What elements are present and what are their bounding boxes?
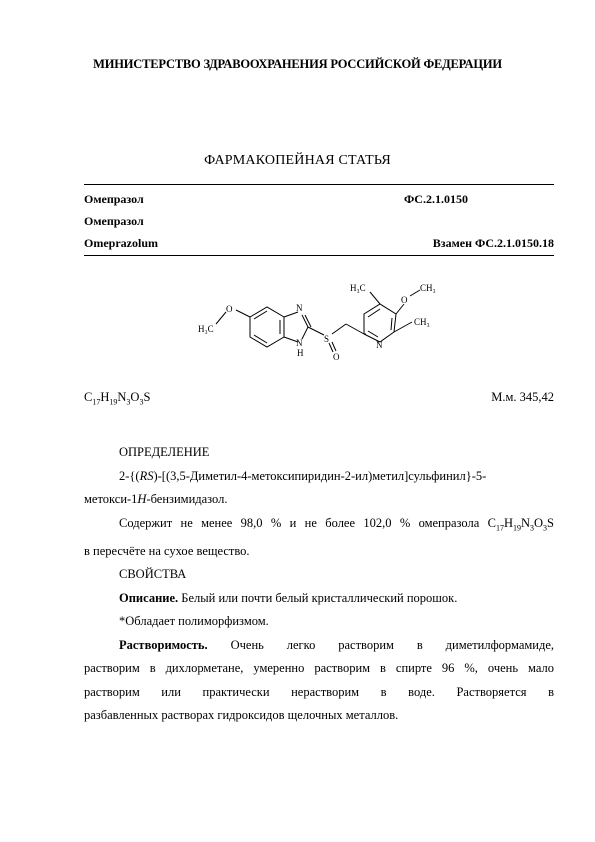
definition-heading: ОПРЕДЕЛЕНИЕ (119, 445, 210, 459)
label-o-sulfinyl: O (333, 352, 340, 362)
label-n-top: N (296, 303, 303, 313)
name-ru-2: Омепразол (84, 214, 144, 228)
document-type: ФАРМАКОПЕЙНАЯ СТАТЬЯ (204, 153, 391, 168)
label-ch3-right: CH₃ (414, 317, 430, 327)
definition-line-2: метокси-1H-бензимидазол. (84, 492, 228, 506)
structural-formula (190, 272, 450, 382)
label-h3c-left: H₃C (198, 324, 214, 334)
name-latin: Omeprazolum (84, 236, 158, 250)
top-rule (84, 184, 554, 185)
replaces-note: Взамен ФС.2.1.0150.18 (432, 236, 554, 250)
solubility-line-4: разбавленных растворах гидроксидов щелочных металлов. (84, 708, 399, 722)
label-o-top: O (401, 295, 408, 305)
content-line-2: в пересчёте на сухое вещество. (84, 543, 250, 558)
molecular-formula: $C_{17}H_{19}N_3O_3S$ (84, 390, 151, 407)
label-o-left: O (226, 304, 233, 314)
label-h3c-top: H₃C (350, 283, 366, 293)
label-ch3-top: CH₃ (420, 283, 436, 293)
label-s: S (324, 334, 330, 344)
content-line-1: Содержит не менее 98,0 % и не более 102,0 % омепразола $C_{17}H_{19}N_3O_3S$ (119, 515, 554, 532)
label-h-bottom: H (297, 348, 304, 358)
definition-line-1: 2-{(RS)-[(3,5-Диметил-4-метоксипиридин-2-ил)метил]сульфинил}-5- (119, 468, 487, 483)
polymorph-note: *Обладает полиморфизмом. (119, 614, 269, 628)
label-n-pyridine: N (376, 340, 383, 350)
solubility-line-1: Растворимость. Очень легко растворим в диметилформамиде, (119, 637, 554, 652)
molar-mass: М.м. 345,42 (491, 390, 554, 404)
bottom-rule (84, 255, 554, 256)
monograph-body (84, 441, 554, 728)
solubility-line-2: растворим в дихлорметане, умеренно растворим в спирте 96 %, очень мало (84, 661, 554, 675)
label-n-bottom: N (296, 338, 303, 348)
properties-heading: СВОЙСТВА (119, 567, 187, 581)
name-ru-1: Омепразол (84, 192, 144, 206)
monograph-code: ФС.2.1.0150 (404, 192, 468, 206)
solubility-line-3: растворим или практически нерастворим в воде. Растворяется в (84, 684, 554, 699)
description: Описание. Белый или почти белый кристаллический порошок. (119, 590, 458, 605)
ministry-title: МИНИСТЕРСТВО ЗДРАВООХРАНЕНИЯ РОССИЙСКОЙ ФЕДЕРАЦИИ (93, 57, 502, 71)
